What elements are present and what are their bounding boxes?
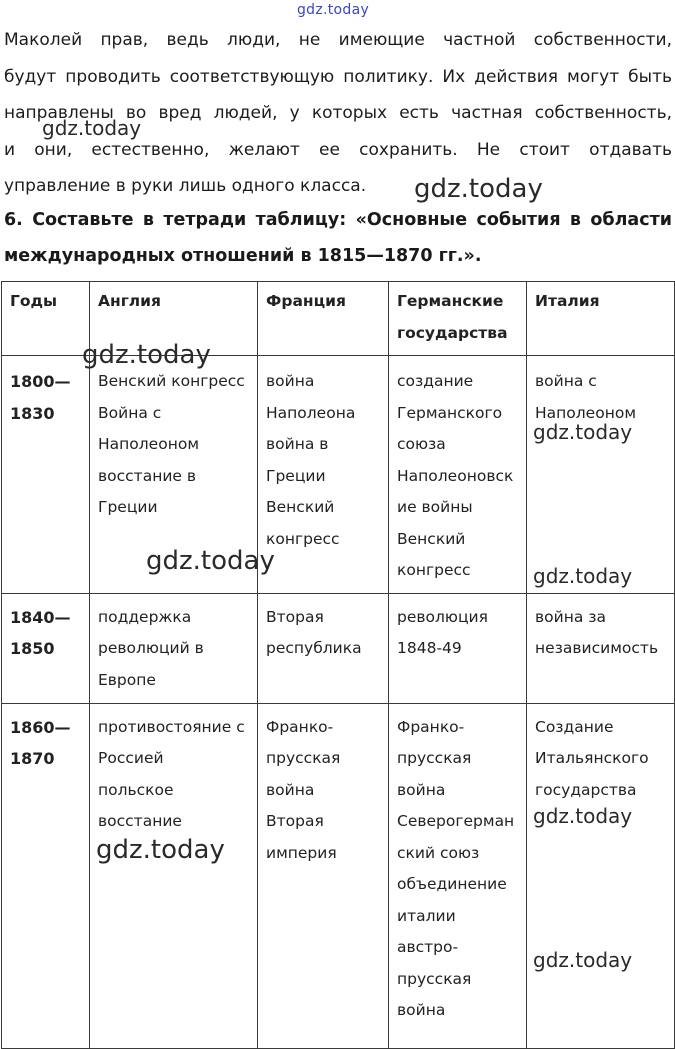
cell-line: война за <box>535 607 606 626</box>
cell-line: Германского <box>397 403 503 422</box>
task-heading <box>4 202 672 274</box>
cell-france <box>258 593 389 703</box>
header-england <box>90 282 258 356</box>
answer-paragraph <box>4 22 672 205</box>
cell-line: Европе <box>98 670 156 689</box>
cell-line: 1850 <box>10 639 55 658</box>
cell-years <box>2 356 90 594</box>
cell-line: Вторая <box>266 812 324 830</box>
watermark: gdz.today <box>96 835 225 865</box>
cell-line: война <box>266 780 315 799</box>
cell-line: австро- <box>397 938 459 956</box>
paragraph-line: управление в руки лишь одного класса. <box>4 176 367 196</box>
cell-line: Итальянского <box>535 749 649 767</box>
cell-line: Греции <box>266 466 326 485</box>
header-text: Италия <box>535 292 600 310</box>
header-text: Франция <box>266 292 346 310</box>
watermark: gdz.today <box>414 174 543 204</box>
cell-line: польское <box>98 780 174 799</box>
cell-line: Россией <box>98 749 164 767</box>
cell-line: противостояние с <box>98 717 245 736</box>
cell-line: революция <box>397 607 488 626</box>
cell-england <box>90 593 258 703</box>
cell-germany <box>389 703 527 1048</box>
header-text: Годы <box>10 292 58 310</box>
cell-line: независимость <box>535 639 659 657</box>
cell-line: революций в <box>98 639 204 657</box>
table-row <box>2 356 675 594</box>
cell-line: Наполеоновск <box>397 466 514 485</box>
header-france <box>258 282 389 356</box>
watermark: gdz.today <box>146 546 275 576</box>
paragraph-line: будут проводить соответствующую политику. Их действия могут быть <box>4 66 672 87</box>
cell-line: 1840— <box>10 607 71 627</box>
cell-line: объединение <box>397 875 507 893</box>
cell-line: война в <box>266 435 329 453</box>
cell-england <box>90 703 258 1048</box>
header-italy <box>527 282 675 356</box>
cell-line: Наполеоном <box>98 435 200 453</box>
watermark: gdz.today <box>533 420 633 444</box>
cell-line: Вторая <box>266 607 324 626</box>
cell-line: восстание <box>98 812 182 830</box>
cell-line: государства <box>535 780 637 799</box>
cell-line: Франко- <box>397 717 465 736</box>
cell-line: Война с <box>98 403 162 422</box>
cell-line: Венский конгресс <box>98 372 245 390</box>
cell-line: конгресс <box>266 529 340 548</box>
cell-line: италии <box>397 906 456 925</box>
cell-line: Греции <box>98 498 158 516</box>
events-table <box>1 281 675 1049</box>
cell-italy <box>527 703 675 1048</box>
cell-line: война <box>266 372 315 390</box>
cell-england <box>90 356 258 594</box>
cell-line: поддержка <box>98 607 192 626</box>
cell-line: война с <box>535 372 597 390</box>
cell-line: прусская <box>266 749 341 767</box>
watermark: gdz.today <box>533 804 633 828</box>
cell-germany <box>389 593 527 703</box>
cell-line: конгресс <box>397 561 471 579</box>
cell-line: война <box>397 1001 446 1019</box>
cell-line: Северогерман <box>397 812 515 830</box>
watermark: gdz.today <box>42 116 142 140</box>
header-text: Англия <box>98 292 161 310</box>
header-years <box>2 282 90 356</box>
header-watermark: gdz.today <box>297 2 370 18</box>
paragraph-line: направлены во вред людей, у которых есть частная собственность, <box>4 103 672 123</box>
task-line: 6. Составьте в тетради таблицу: «Основные события в области <box>4 210 672 230</box>
paragraph-line: и они, естественно, желают ее сохранить. Не стоит отдавать <box>4 139 672 160</box>
cell-line: 1860— <box>10 717 71 737</box>
cell-line: Наполеона <box>266 403 356 422</box>
cell-line: 1830 <box>10 403 55 423</box>
cell-france <box>258 356 389 594</box>
cell-years <box>2 593 90 703</box>
header-germany <box>389 282 527 356</box>
watermark: gdz.today <box>533 564 633 588</box>
cell-line: империя <box>266 843 337 862</box>
cell-line: восстание в <box>98 466 196 485</box>
task-line: международных отношений в 1815—1870 гг.». <box>4 246 482 266</box>
cell-line: прусская <box>397 749 472 767</box>
cell-line: республика <box>266 639 362 657</box>
cell-line: 1848-49 <box>397 639 462 657</box>
header-text: Германские <box>397 292 504 310</box>
cell-line: Наполеоном <box>535 403 637 422</box>
header-text: государства <box>397 323 508 342</box>
table-row <box>2 593 675 703</box>
cell-line: союза <box>397 435 446 453</box>
cell-italy <box>527 356 675 594</box>
cell-line: Франко- <box>266 717 334 736</box>
cell-line: Венский <box>397 529 466 548</box>
table-header-row <box>2 282 675 356</box>
cell-line: 1800— <box>10 372 71 391</box>
cell-line: создание <box>397 372 474 390</box>
cell-line: Создание <box>535 717 614 736</box>
paragraph-line: Маколей прав, ведь люди, не имеющие частной собственности, <box>4 30 672 50</box>
cell-line: война <box>397 780 446 799</box>
watermark: gdz.today <box>82 340 211 370</box>
cell-germany <box>389 356 527 594</box>
cell-line: Венский <box>266 498 335 516</box>
cell-italy <box>527 593 675 703</box>
cell-france <box>258 703 389 1048</box>
cell-line: 1870 <box>10 749 55 768</box>
watermark: gdz.today <box>533 948 633 972</box>
cell-line: прусская <box>397 969 472 988</box>
cell-years <box>2 703 90 1048</box>
cell-line: ие войны <box>397 498 473 516</box>
cell-line: ский союз <box>397 843 480 862</box>
table-row <box>2 703 675 1048</box>
